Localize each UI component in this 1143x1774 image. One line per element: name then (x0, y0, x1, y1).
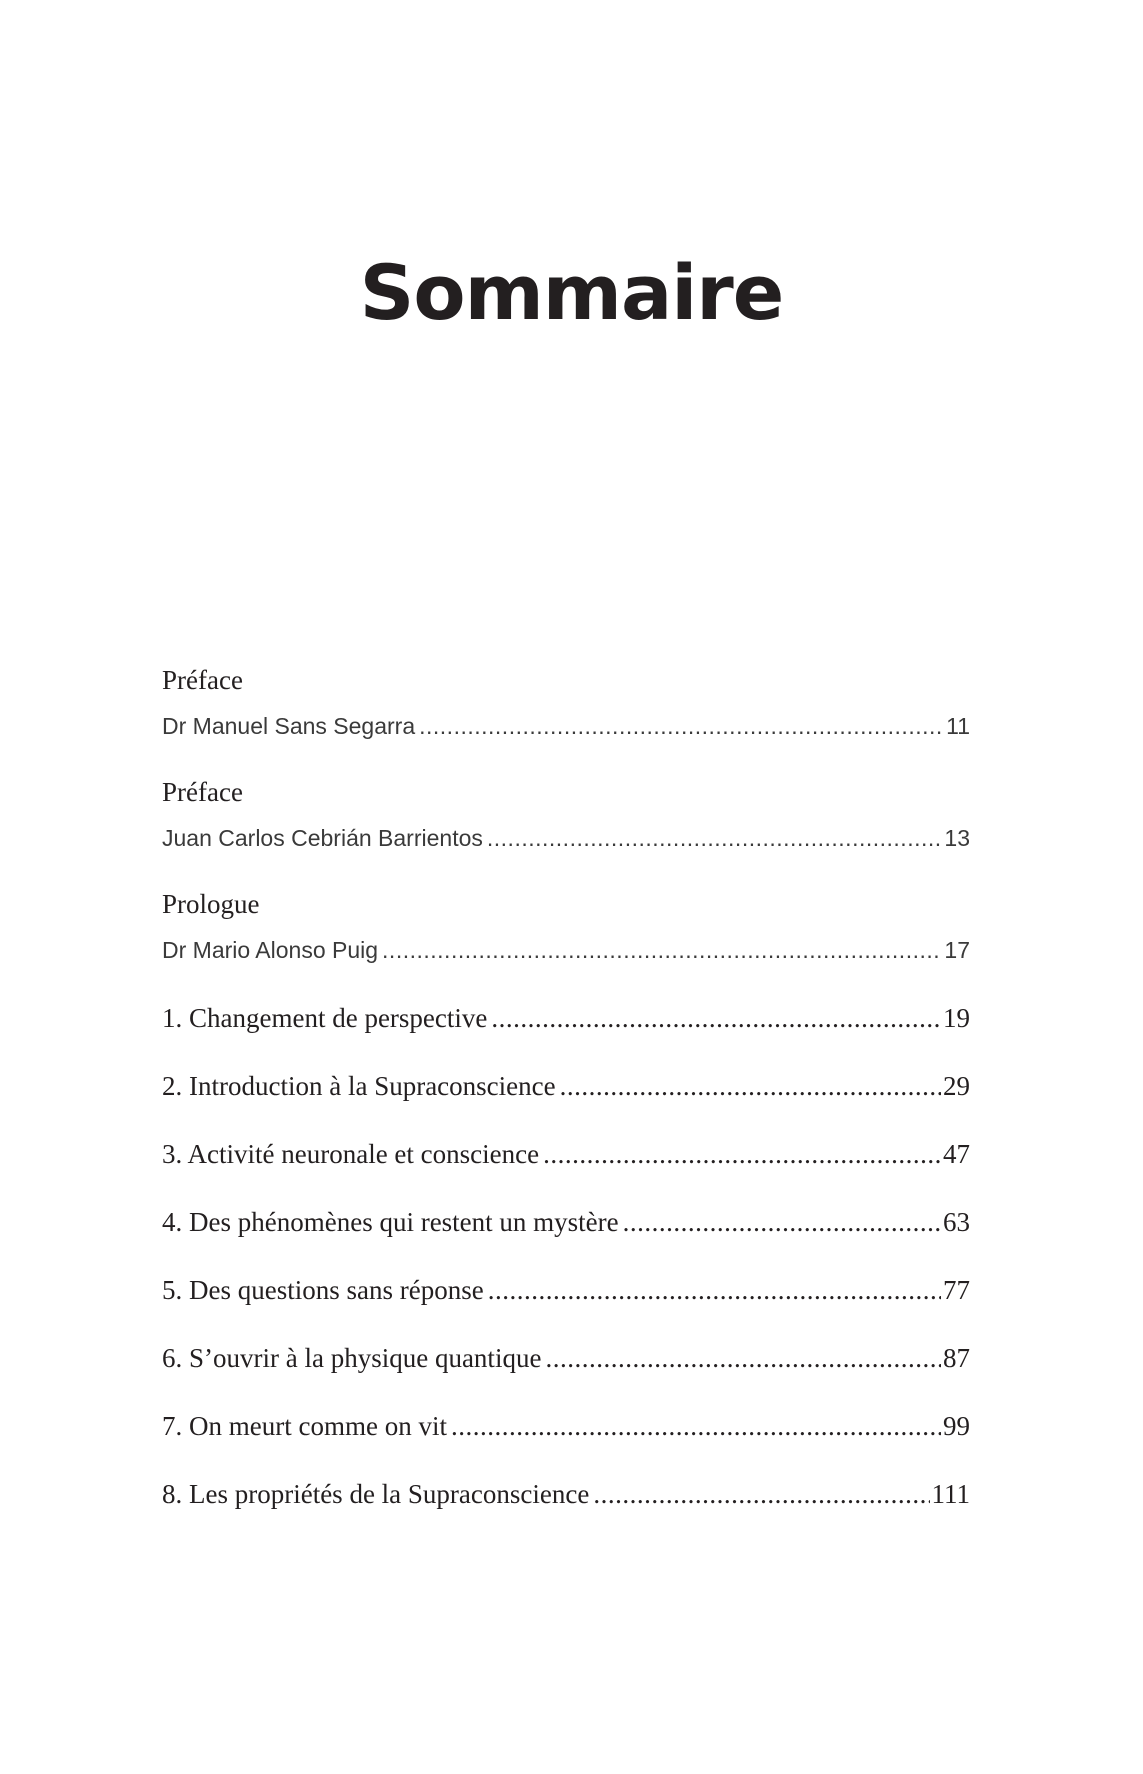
dot-leader (487, 820, 943, 856)
dot-leader (560, 1068, 941, 1104)
toc-entry[interactable] (162, 932, 970, 968)
dot-leader (623, 1204, 941, 1240)
dot-leader (491, 1000, 941, 1036)
toc-page-number: 11 (946, 713, 970, 739)
dot-leader (593, 1476, 929, 1512)
toc-chapter-label: 7. On meurt comme on vit (162, 1411, 447, 1441)
toc-page-number: 19 (943, 1003, 970, 1033)
page-title: Sommaire (359, 248, 784, 337)
toc-page-number: 111 (931, 1479, 970, 1509)
toc-entry-label: Dr Mario Alonso Puig (162, 937, 379, 963)
toc-section-heading: Préface (162, 777, 243, 807)
toc-page-number: 99 (943, 1411, 970, 1441)
toc-chapter-label: 1. Changement de perspective (162, 1003, 488, 1033)
toc-chapter-label: 4. Des phénomènes qui restent un mystère (162, 1207, 619, 1237)
toc-chapter-label: 5. Des questions sans réponse (162, 1275, 484, 1305)
toc-page-number: 13 (944, 825, 970, 851)
toc-entry[interactable] (162, 708, 970, 744)
toc-chapter-label: 8. Les propriétés de la Supraconscience (162, 1479, 590, 1509)
toc-chapter-entry[interactable] (162, 1408, 970, 1444)
toc-page-number: 29 (943, 1071, 970, 1101)
toc-entry-label: Dr Manuel Sans Segarra (162, 713, 416, 739)
dot-leader (543, 1136, 941, 1172)
toc-chapter-label: 6. S’ouvrir à la physique quantique (162, 1343, 542, 1373)
toc-chapter-entry[interactable] (162, 1272, 970, 1308)
toc-chapter-entry[interactable] (162, 1340, 970, 1376)
toc-page-number: 47 (943, 1139, 970, 1169)
dot-leader (545, 1340, 941, 1376)
dot-leader (382, 932, 942, 968)
toc-entry[interactable] (162, 820, 970, 856)
toc-page-number: 77 (943, 1275, 970, 1305)
toc-chapter-entry[interactable] (162, 1068, 970, 1104)
toc-page-number: 17 (944, 937, 970, 963)
dot-leader (419, 708, 944, 744)
toc-section-heading: Prologue (162, 889, 260, 919)
toc-chapter-label: 3. Activité neuronale et conscience (162, 1139, 540, 1169)
toc-page-number: 87 (943, 1343, 970, 1373)
toc-section-heading: Préface (162, 665, 243, 695)
toc-chapter-entry[interactable] (162, 1000, 970, 1036)
toc-page-number: 63 (943, 1207, 970, 1237)
toc-chapter-entry[interactable] (162, 1204, 970, 1240)
dot-leader (451, 1408, 941, 1444)
toc-chapter-entry[interactable] (162, 1136, 970, 1172)
dot-leader (488, 1272, 941, 1308)
toc-chapter-label: 2. Introduction à la Supraconscience (162, 1071, 556, 1101)
toc-entry-label: Juan Carlos Cebrián Barrientos (162, 825, 483, 851)
toc-chapter-entry[interactable] (162, 1476, 970, 1512)
